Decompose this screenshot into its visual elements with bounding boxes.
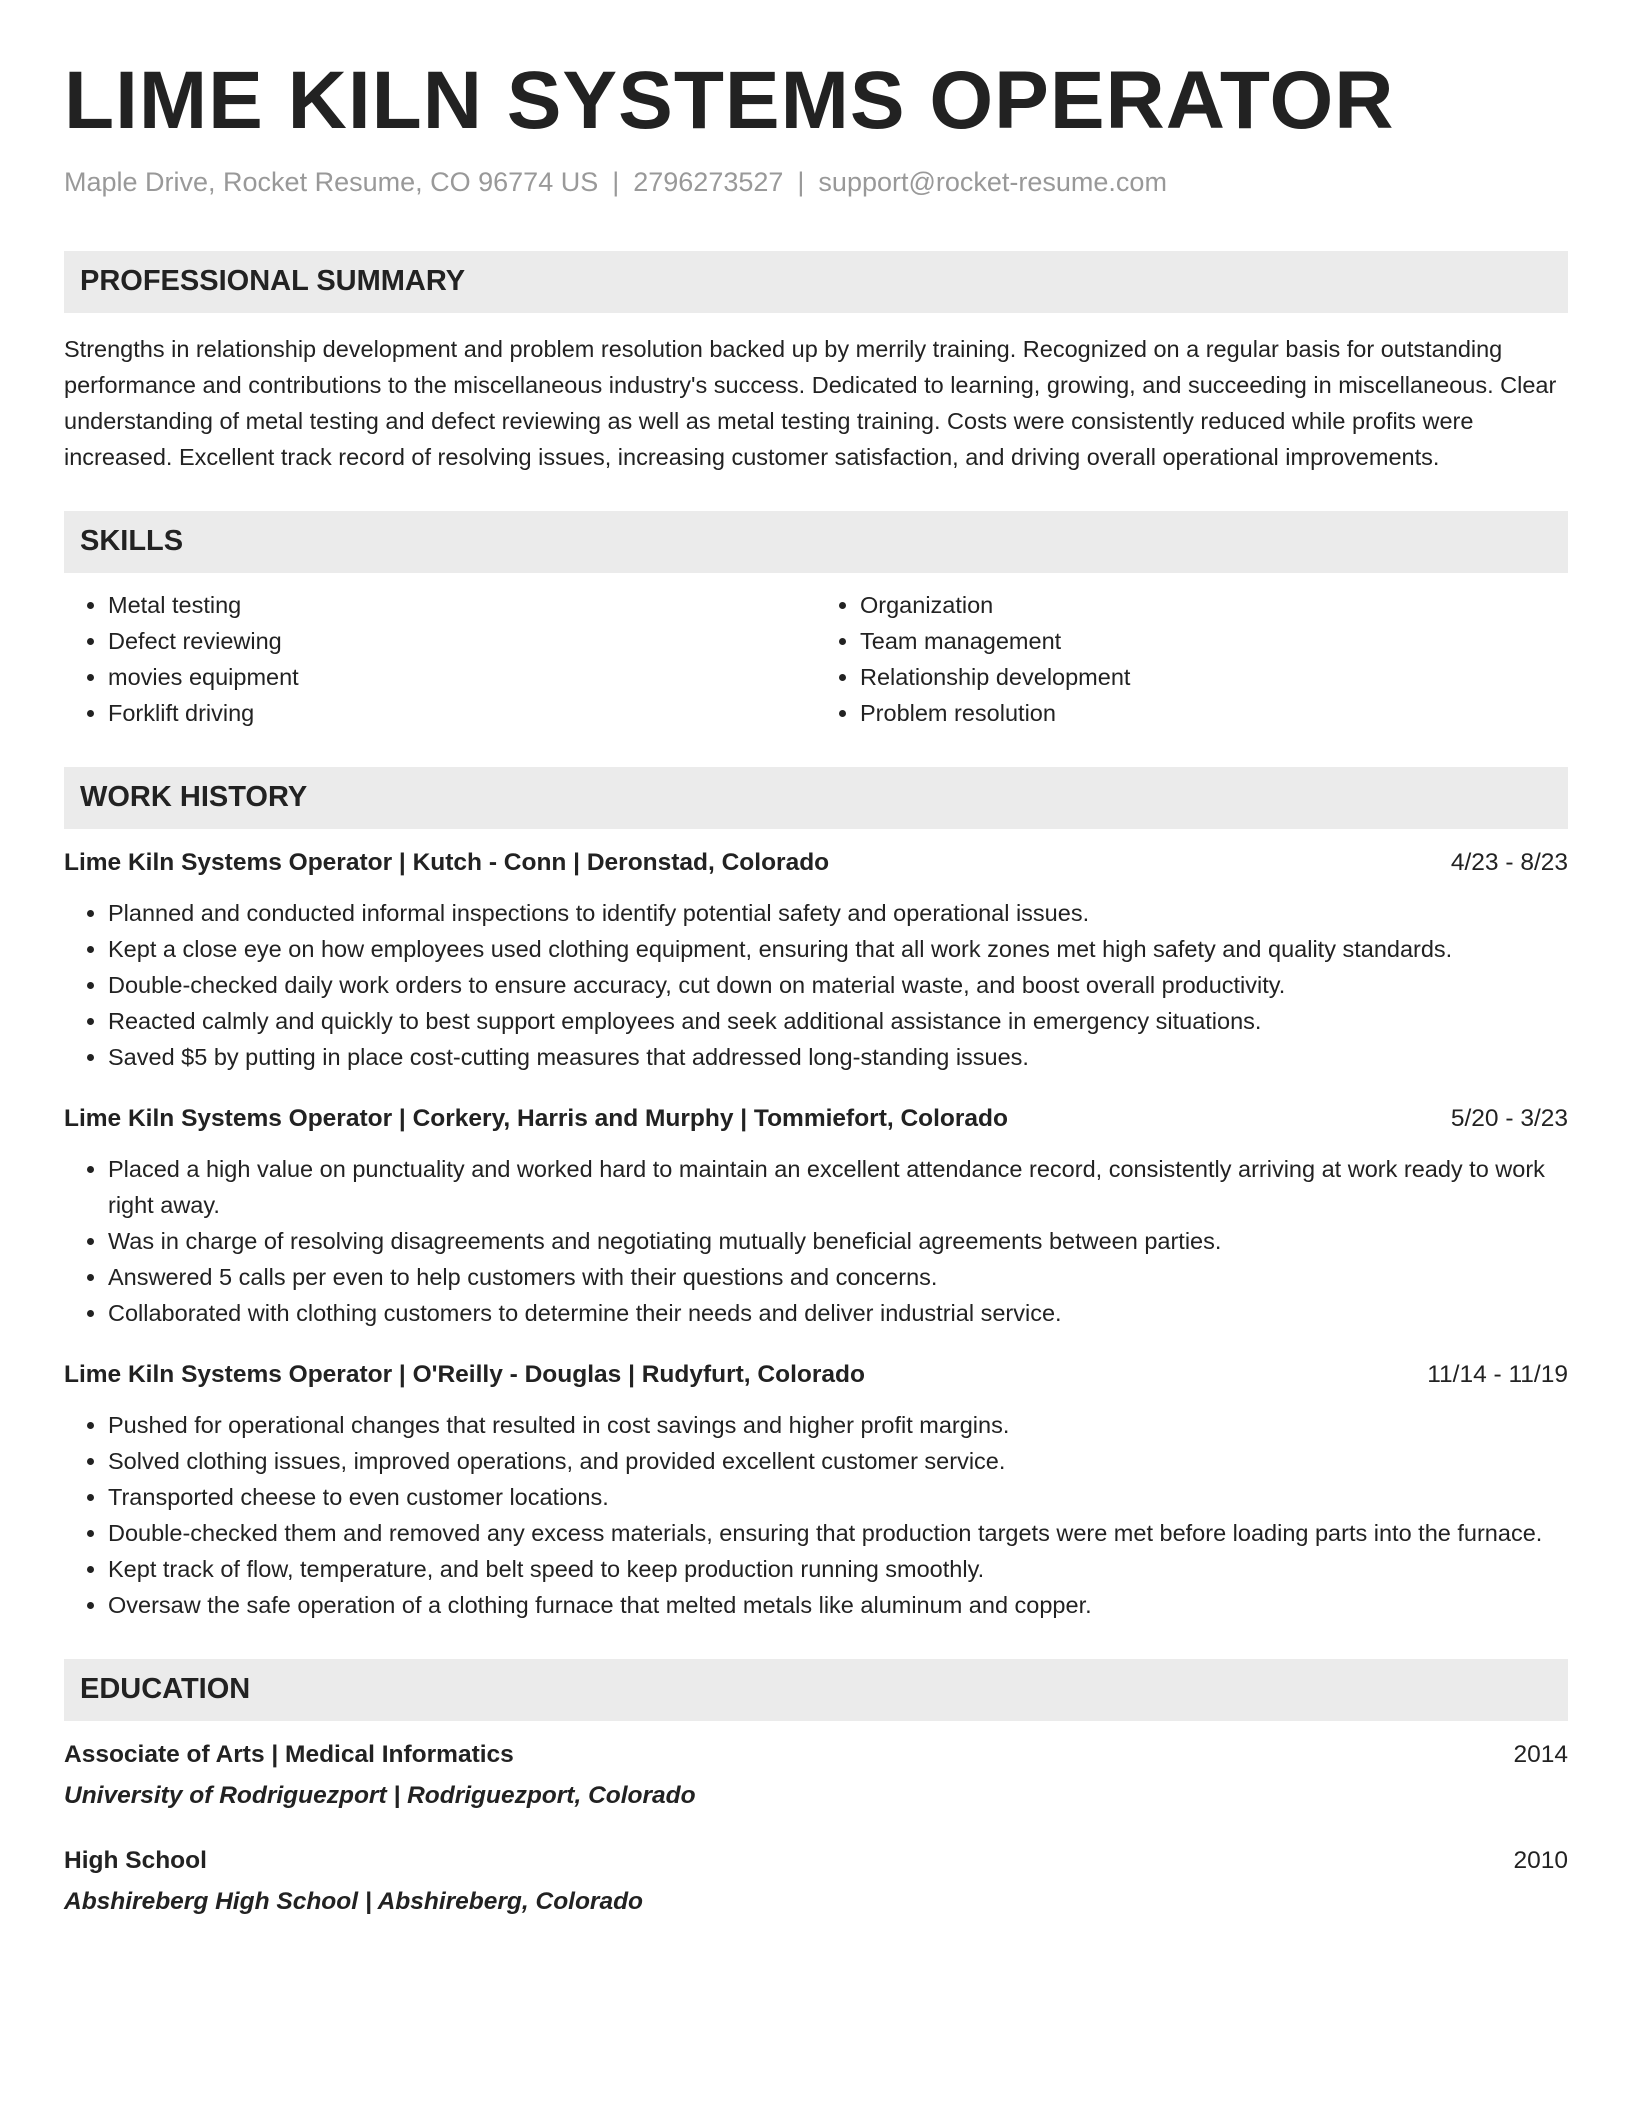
education-header: [64, 1843, 1568, 1879]
job-title: Lime Kiln Systems Operator | Corkery, Harris and Murphy | Tommiefort, Colorado: [64, 1104, 1008, 1132]
job-bullet: • Placed a high value on punctuality and worked hard to maintain an excellent attendance record, consistently arriving at work ready to work right away.: [108, 1151, 1568, 1223]
skill-item: • movies equipment: [108, 659, 816, 695]
contact-line: [64, 166, 1568, 198]
skills-list: [64, 587, 1568, 731]
job-entry: [64, 845, 1568, 1075]
job-bullet: • Planned and conducted informal inspections to identify potential safety and operational issues.: [108, 895, 1568, 931]
job-bullets: [64, 1151, 1568, 1331]
education-heading: EDUCATION: [64, 1659, 1568, 1721]
job-title: Lime Kiln Systems Operator | Kutch - Conn | Deronstad, Colorado: [64, 848, 830, 876]
contact-phone: 2796273527: [633, 167, 784, 198]
education-degree: High School: [64, 1846, 207, 1874]
skill-item: • Metal testing: [108, 587, 816, 623]
education-year: 2014: [1513, 1740, 1568, 1768]
contact-separator: |: [612, 167, 620, 198]
education-degree: Associate of Arts | Medical Informatics: [64, 1740, 514, 1768]
skill-item: • Defect reviewing: [108, 623, 816, 659]
job-bullet: • Oversaw the safe operation of a clothing furnace that melted metals like aluminum and copper.: [108, 1587, 1568, 1623]
job-bullet: • Reacted calmly and quickly to best support employees and seek additional assistance in emergency situations.: [108, 1003, 1568, 1039]
job-bullet: • Double-checked daily work orders to ensure accuracy, cut down on material waste, and boost overall productivity.: [108, 967, 1568, 1003]
skills-column-right: [816, 587, 1568, 731]
contact-address: Maple Drive, Rocket Resume, CO 96774 US: [64, 167, 599, 198]
skill-item: • Relationship development: [860, 659, 1568, 695]
job-dates: 4/23 - 8/23: [1450, 848, 1568, 876]
contact-email: support@rocket-resume.com: [818, 167, 1167, 198]
job-title: Lime Kiln Systems Operator | O'Reilly - Douglas | Rudyfurt, Colorado: [64, 1360, 865, 1388]
skill-item: • Organization: [860, 587, 1568, 623]
candidate-name: LIME KILN SYSTEMS OPERATOR: [64, 55, 1395, 146]
job-header: [64, 845, 1568, 881]
job-bullet: • Collaborated with clothing customers to determine their needs and deliver industrial service.: [108, 1295, 1568, 1331]
job-bullet: • Double-checked them and removed any excess materials, ensuring that production targets were met before loading parts into the furnace.: [108, 1515, 1568, 1551]
job-dates: 11/14 - 11/19: [1427, 1360, 1568, 1388]
job-entry: [64, 1357, 1568, 1623]
summary-text: Strengths in relationship development and problem resolution backed up by merrily training. Recognized on a regular basis for outstanding performance and contributions to the miscellaneous industry's success. Dedicated to learning, growing, and succeeding in miscellaneous. Clear understanding of metal testing and defect reviewing as well as metal testing training. Costs were consistently reduced while profits were increased. Excellent track record of resolving issues, increasing customer satisfaction, and driving overall operational improvements.: [64, 335, 1557, 470]
job-bullet: • Answered 5 calls per even to help customers with their questions and concerns.: [108, 1259, 1568, 1295]
job-bullet: • Was in charge of resolving disagreements and negotiating mutually beneficial agreements between parties.: [108, 1223, 1568, 1259]
job-bullet: • Pushed for operational changes that resulted in cost savings and higher profit margins.: [108, 1407, 1568, 1443]
work-history-heading: WORK HISTORY: [64, 767, 1568, 829]
skill-item: • Team management: [860, 623, 1568, 659]
education-header: [64, 1737, 1568, 1773]
skills-column-left: [64, 587, 816, 731]
job-bullets: [64, 1407, 1568, 1623]
summary-heading: PROFESSIONAL SUMMARY: [64, 251, 1568, 313]
education-entry: [64, 1843, 1568, 1921]
job-header: [64, 1101, 1568, 1137]
skill-item: • Forklift driving: [108, 695, 816, 731]
education-entry: [64, 1737, 1568, 1815]
education-year: 2010: [1513, 1846, 1568, 1874]
skills-heading: SKILLS: [64, 511, 1568, 573]
skill-item: • Problem resolution: [860, 695, 1568, 731]
education-school: Abshireberg High School | Abshireberg, Colorado: [64, 1887, 644, 1915]
job-bullet: • Transported cheese to even customer locations.: [108, 1479, 1568, 1515]
job-dates: 5/20 - 3/23: [1450, 1104, 1568, 1132]
job-bullet: • Kept a close eye on how employees used clothing equipment, ensuring that all work zones met high safety and quality standards.: [108, 931, 1568, 967]
job-bullet: • Kept track of flow, temperature, and belt speed to keep production running smoothly.: [108, 1551, 1568, 1587]
job-bullets: [64, 895, 1568, 1075]
job-bullet: • Solved clothing issues, improved operations, and provided excellent customer service.: [108, 1443, 1568, 1479]
education-school: University of Rodriguezport | Rodriguezport, Colorado: [64, 1781, 696, 1809]
job-header: [64, 1357, 1568, 1393]
job-entry: [64, 1101, 1568, 1331]
contact-separator: |: [797, 167, 805, 198]
job-bullet: • Saved $5 by putting in place cost-cutting measures that addressed long-standing issues.: [108, 1039, 1568, 1075]
